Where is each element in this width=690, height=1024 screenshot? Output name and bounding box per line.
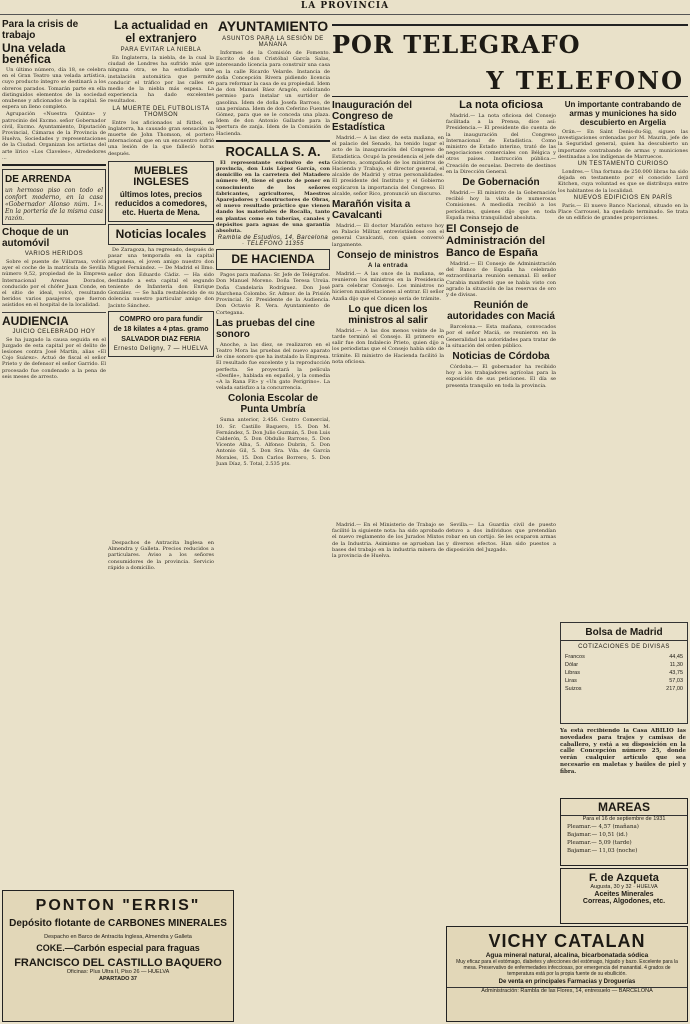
ponton-apartado: APARTADO 37 (99, 976, 137, 982)
col2-subheading-2: LA MUERTE DEL FUTBOLISTA THOMSON (112, 105, 210, 118)
ponton-subtitle: Depósito flotante de CARBONES MINERALES (9, 918, 227, 929)
tide-entry: Bajamar.— 11,03 (noche) (567, 848, 638, 854)
azqueta-line-1: Aceites Minerales (594, 891, 654, 898)
col1-body-2: Agrupación «Nuestra Quinta» y patrocinio del Excmo. señor Gobernador civil, Excmo. Ayuntamiento, Diputación Provincial, Cámaras de la Provincia de Huelva, Sociedades y representaciones de la Ciudad. Organizan los artistas del arte lírico «Los Claveles», Alrededores ... (2, 111, 106, 161)
col1-heading-1: Para la crisis de trabajo (2, 19, 79, 41)
ponton-title: PONTON "ERRIS" (35, 897, 201, 914)
col4-body-2: Madrid.— El doctor Marañón estuvo hoy en Palacio Militar, entrevistándose con el general Cavalcanti, con quien conversó largamente. (332, 223, 444, 248)
col2-furniture-body: últimos lotes, precios reducidos a comedores, etc. Huerta de Mena. (114, 189, 208, 217)
col2-body-3: De Zaragoza, ha regresado, después de pasar una temporada en la capital aragonesa, el joven amigo nuestro don Miguel Fernández. — De Madrid el Ilmo. señor don Eduardo Cádiz. — Ha sido destinado a esta capital el segundo teniente de Infantería don Enrique González. — Se halla restablecido de su dolencia nuestro particular amigo don Jacinto Sánchez. (108, 246, 214, 309)
col3-rocalla-address: Rambla de Estudios, 14, Barcelona · TELÉFONO 11355 (217, 235, 329, 248)
lower-column-4-text: Madrid.— En el Ministerio de Trabajo se facilitó la siguiente nota: ha sido aprobado el nuevo reglamento de los Jurados Mixtos de la Industria. Asimismo se aprueban las bases del trabajo en la industria minera de la provincia de Huelva. (332, 522, 444, 560)
col1-body-5: Se ha juzgado la causa seguida en el Juzgado de esta capital por el delito de lesiones contra José Martín, alias «El Cojo Suárez». Actuó de fiscal el señor Prieto y de defensor el señor Garrido. El procesado fue condenado a la pena de seis meses de arresto. (2, 336, 106, 380)
vichy-title: VICHY CATALAN (488, 931, 646, 951)
vichy-footer-2: Administración: Rambla de las Flores, 14, entresuelo — BARCELONA (447, 987, 687, 995)
azqueta-line-2: Correas, Algodones, etc. (582, 898, 666, 905)
col4-heading-2: Marañón visita a Cavalcanti (332, 199, 411, 222)
col6-heading-1: Un importante contrabando de armas y municiones ha sido descubierto en Argelia (564, 100, 682, 127)
azqueta-ad (560, 868, 688, 924)
col5-heading-5: Noticias de Córdoba (452, 351, 550, 363)
col5-body-3: Madrid.— El Consejo de Administración del Banco de España ha celebrado extraordinaria reunión semanal. El señor Carabia manifestó que se había visto con agrado la situación de las reservas de oro y de divisas. (446, 261, 556, 299)
tide-row (561, 831, 687, 839)
col5-body-2: Madrid.— El ministro de la Gobernación recibió hoy la visita de numerosas Comisiones. A mediodía recibió a los periodistas, quienes dijo que en toda España reina tranquilidad absoluta. (446, 190, 556, 221)
column-1 (2, 17, 106, 557)
ponton-line-2: COKE.—Carbón especial para fraguas (36, 943, 200, 953)
ponton-name: FRANCISCO DEL CASTILLO BAQUERO (14, 957, 222, 969)
col4-body-4: Madrid.— A las dos menos veinte de la tarde terminó el Consejo. El primero en salir fue don Indalecio Prieto, quien dijo a los periodistas que el Consejo había sido de trámite. El ministro de Hacienda facilitó la nota oficiosa. (332, 327, 444, 365)
col6-body-3: París.— El nuevo Banco Nacional, situado en la Place Carrousel, ha quedado terminado. Se trata de un edificio de grandes proporciones. (558, 202, 688, 222)
col5-heading-1: La nota oficiosa (459, 99, 543, 111)
stock-row (561, 661, 687, 669)
stock-exchange-box (560, 622, 688, 724)
col1-heading-2: Una velada benéfica (2, 41, 66, 66)
tide-row (561, 839, 687, 847)
col4-body-1: Madrid.— A las diez de esta mañana, en el palacio del Senado, ha tenido lugar el acto de la inauguración del Congreso de Estadística. Ocupó la presidencia el jefe del Gobierno, acompañado de los ministros de Hacienda y Trabajo, el director general, el alcalde de Madrid y otras personalidades. El presidente del Instituto y el Gobierno explicaron la importancia del Congreso. El alcalde, señor Rico, pronunció un discurso. (332, 135, 444, 197)
col3-body-3: Anoche, a las diez, se realizaron en el Teatro Mora las pruebas del nuevo aparato de cine sonoro que ha instalado la Empresa. El resultado fue excelente y la reproducción perfecta. Se proyectará la película «Desfile», hablada en español, y la comedia «A la Rana Fit» y «Un gato Perigrino». La velada satisfizo a la concurrencia. (216, 341, 330, 392)
col5-heading-4: Reunión de autoridades con Maciá (447, 300, 555, 323)
azqueta-brand: F. de Azqueta (589, 872, 659, 884)
col3-subheading-1: ASUNTOS PARA LA SESIÓN DE MAÑANA (222, 36, 324, 48)
col5-body-5: Córdoba.— El gobernador ha recibido hoy a los trabajadores agrícolas para la exposición de sus peticiones. El día se presenta tranquilo en toda la provincia. (446, 364, 556, 389)
col1-body-4: Sobre el puente de Villarrasa, volvió ayer el coche de la matrícula de Sevilla número 9,52, propiedad de la Empresa Internacional Arenas Dorados, conducido por el chófer Juan Conde, en el sitio de ideal, volcó, resultando heridos varios pasajeros que fueron asistidos en el hospital de la localidad. (2, 259, 106, 309)
stock-currency: Libras (565, 670, 580, 676)
col3-body-1: Informes de la Comisión de Fomento. Escrito de don Cristóbal García Salas, interesando licencia para construir una casa en la calle Ricardo Velarde. Instancia de doña Concepción Rivera pidiendo licencia para reformar la casa de su propiedad. Idem de don Manuel Báez Aragón, solicitando permiso para instalar un surtidor de gasolina. Ídem de doña Josefa Barroso, de una persiana. Ídem de don Ceferino Fuentes Gómez, para que se le conceda una plaza. Idem de don Antonio Gallardo para la apertura de zanja. Idem de la Comisión de Hacienda. (216, 50, 330, 137)
col2-body-1: En Inglaterra, la niebla, de la cual la ciudad de Londres ha sufrido más que ninguna otra, se ha estudiado una instalación automática que permite conducir el tráfico por las calles en medio de la niebla más espesa. La experiencia ha dado excelentes resultados. (108, 55, 214, 105)
stock-exchange-rows (561, 653, 687, 693)
col5-body-4: Barcelona.— Esta mañana, convocados por el señor Maciá, se reunieron en la Generalidad las autoridades para tratar de la situación del orden público. (446, 324, 556, 349)
col2-heading-3: Noticias locales (115, 226, 207, 241)
telegraph-headline (332, 16, 688, 98)
lower-column-4 (332, 522, 444, 882)
col2-gold-body: de 18 kilates a 4 ptas. gramo (113, 325, 209, 333)
tides-date: Para el 16 de septiembre de 1931 (582, 816, 666, 822)
stock-currency: Francos (565, 654, 585, 660)
col1-rental-ad (2, 169, 106, 225)
col6-subheading-2: UN TESTAMENTO CURIOSO (577, 161, 669, 168)
tides-title: MAREAS (561, 799, 687, 816)
tide-entry: Pleamar.— 5,09 (tarde) (567, 840, 632, 846)
column-3 (216, 17, 330, 537)
ponton-line-1: Despacho en Barco de Antracita Inglesa, Almendra y Galleta (44, 934, 192, 940)
col1-heading-5: AUDIENCIA (2, 313, 69, 328)
stock-value: 44,45 (669, 654, 683, 660)
col4-subheading-3: A la entrada (367, 262, 409, 269)
vichy-subtitle: Agua mineral natural, alcalina, bicarbonatada sódica (485, 952, 649, 959)
col3-rocalla-body: El representante exclusivo de esta provincia, don Luis López García, con domicilio en la carretera del Matadero número 49, tiene el gusto de poner en conocimiento de los señores fabricantes, agricultores, Maestros Aparejadores y Constructores de Obras, el nuevo resultado práctico que vienen dando los materiales de Rocalla, tanto en plantas como en tuberías, canales y depósitos para aguas de una garantía absoluta. (216, 159, 330, 235)
column-5 (446, 98, 556, 518)
lower-column-2-text: Despachos de Antracita Inglesa en Almendra y Galleta. Precios reducidos a particulares. Aviso a los señores consumidores de la provincia. Servicio rápido a domicilio. (108, 540, 214, 571)
column-2 (108, 17, 214, 537)
col2-gold-ad (108, 311, 214, 357)
tide-row (561, 823, 687, 831)
stock-exchange-header: COTIZACIONES DE DIVISAS (578, 644, 670, 650)
col2-subheading-1: PARA EVITAR LA NIEBLA (120, 47, 202, 53)
col4-heading-3: Consejo de ministros (337, 249, 439, 261)
col2-gold-title: COMPRO oro para fundir (119, 315, 203, 323)
column-6 (558, 98, 688, 518)
col6-body-2: Londres.— Una fortuna de 250.000 libras ha sido dejada en testamento por el conocido Lord Kitchen, cuya voluntad es que se distribuya entre los habitantes de la localidad. (558, 169, 688, 194)
vichy-catalan-ad (446, 926, 688, 1022)
col3-hacienda-header (216, 249, 330, 270)
col1-heading-4: Choque de un automóvil (2, 227, 69, 250)
col3-body-4: Suma anterior, 2.456. Centro Comercial, 10. Sr. Castillo Baquero, 15. Don M. Fernández, 5. Don Julio Guzmán, 5. Don Luis Calderón, 5. Don Obdulio Barroso, 5. Don Vicente Alba, 5. Alfonso Dubrin, 5. Don Antonio Gil, 5. Don Sra. Vda. de García Morales, 15. Don Carlos Borrero, 5. Don Juan Díaz, 5. Total, 2.535 pts. (216, 417, 330, 467)
lower-column-2 (108, 540, 214, 880)
col4-heading-1: Inauguración del Congreso de Estadística (332, 100, 413, 133)
headline-line-2: Y TELEFONO (486, 66, 684, 95)
newspaper-name: LA PROVINCIA (300, 1, 390, 11)
stock-currency: Dólar (565, 662, 579, 668)
headline-line-1: POR TELEGRAFO (332, 30, 581, 59)
col1-subheading-5: JUICIO CELEBRADO HOY (12, 328, 96, 335)
tide-entry: Pleamar.— 4,57 (mañana) (567, 824, 639, 830)
tide-row (561, 847, 687, 855)
stock-row (561, 653, 687, 661)
stock-exchange-title: Bolsa de Madrid (561, 625, 687, 641)
col1-rental-title: DE ARRENDA (5, 174, 72, 186)
ponton-address: Oficinas: Plus Ultra II, Piso 26 — HUELVA (66, 969, 170, 975)
stock-currency: Liras (565, 678, 577, 684)
col3-rocalla-title: ROCALLA S. A. (225, 143, 321, 159)
col2-furniture-title: MUEBLES INGLESES (133, 164, 189, 188)
abilio-notice (560, 728, 686, 796)
col3-heading-2: DE HACIENDA (231, 252, 315, 267)
abilio-notice-text: Ya está recibiendo la Casa ABILIO las novedades para trajes y camisas de caballero, y está a su disposición en la calle Concepción número 25, donde verán cualquier artículo que sea necesario en maletas y baúles de piel y fibra. (560, 728, 686, 775)
tides-box (560, 798, 688, 866)
col3-heading-1: AYUNTAMIENTO (217, 18, 329, 34)
col2-heading-1: La actualidad en el extranjero (113, 18, 209, 45)
col5-heading-3: El Consejo de Administración del Banco de España (446, 223, 546, 260)
column-4 (332, 98, 444, 518)
col3-body-2: Pagos para mañana: Sr. Jefe de Telégrafos. Don Manuel Moreno. Doña Teresa Ursúa. Doña Candelaria Rodríguez. Don José Marchena Colombo. Sr. Admor. de la Prisión Provincial. Sr. Presidente de la Audiencia. Don Octavio R. Vera. Ayuntamiento de Cortegana. (216, 272, 330, 316)
col6-body-1: Orán.— En Saint Denis-du-Sig, siguen las investigaciones ordenadas por M. Maurin, jefe de la Seguridad general, quien ha descubierto un importante contrabando de armas y municiones destinadas a los indígenas de Marruecos. (558, 129, 688, 160)
stock-row (561, 685, 687, 693)
col1-rental-body: un hermoso piso con todo el confort moderno, en la casa «Gobernador Alonso núm. 1». En la portería de la misma casa razón. (5, 187, 103, 223)
stock-value: 57,03 (669, 678, 683, 684)
masthead (0, 0, 690, 15)
col5-body-1: Madrid.— La nota oficiosa del Consejo facilitada a la Prensa, dice así: Presidencia.— El presidente dio cuenta de la inauguración del Congreso Internacional de Estadística. Como ministro de Estado interino, trató de las negociaciones comerciales con Bélgica y otros países. Instrucción pública.— Creación de escuelas. Decreto de destinos en la Dirección General. (446, 113, 556, 175)
col2-gold-address: Ernesto Deligny, 7 — HUELVA (113, 345, 209, 352)
col4-body-3: Madrid.— A las once de la mañana, se reunieron los ministros en la Presidencia para celebrar Consejo. Los ministros no hicieron manifestaciones al entrar. El señor Azaña dijo que el Consejo sería de trámite. (332, 270, 444, 302)
col2-body-2: Entre los aficionados al fútbol, en Inglaterra, ha causado gran sensación la muerte de John Thomson, el portero internacional que en un encuentro sufrió una lesión de la que falleció horas después. (108, 119, 214, 157)
lower-column-5 (446, 522, 556, 882)
stock-value: 217,00 (666, 686, 683, 692)
stock-currency: Suizos (565, 686, 582, 692)
col4-heading-4: Lo que dicen los ministros al salir (348, 303, 428, 326)
col3-heading-4: Colonia Escolar de Punta Umbría (227, 393, 319, 416)
ponton-erris-ad (2, 890, 234, 1022)
stock-row (561, 669, 687, 677)
col1-subheading-4: VARIOS HERIDOS (24, 251, 84, 258)
stock-row (561, 677, 687, 685)
vichy-footer-1: De venta en principales Farmacias y Droguerías (498, 979, 636, 985)
stock-value: 11,30 (669, 662, 683, 668)
azqueta-address: Augusta, 30 y 32 · HUELVA (590, 884, 658, 890)
vichy-body: Muy eficaz para el estómago, diabetes y afecciones del estómago, hígado y bazo. Excelente para la mesa. Preservativo de enfermedades infecciosas, por emergencia del manantial. 4 grados de temperatura está por la propia fuente de su ebullición. (456, 959, 678, 977)
col2-local-news-header (108, 224, 214, 245)
col6-subheading-3: NUEVOS EDIFICIOS EN PARÍS (573, 194, 673, 201)
tide-entry: Bajamar.— 10,51 (id.) (567, 832, 628, 838)
stock-value: 43,75 (669, 670, 683, 676)
lower-column-5-text: Sevilla.— La Guardia civil de puesto detuvo a dos individuos que pretendían robar en un cortijo. Se les ocuparon armas y diversos efectos. Han sido puestos a disposición del Juzgado. (446, 522, 556, 553)
col1-body-1: Un último número, día 18, se celebra en el Gran Teatro una velada artística, cuyo producto íntegro se destinará a los obreros parados. Tomarán parte en ella distinguidos elementos de la sociedad onubense y aficionados de la capital. Se espera un lleno completo. (2, 67, 106, 111)
col2-gold-name: SALVADOR DIAZ FERIA (121, 335, 201, 343)
tides-rows (561, 823, 687, 855)
col5-heading-2: De Gobernación (462, 177, 540, 189)
col2-furniture-ad (108, 161, 214, 222)
col3-heading-3: Las pruebas del cine sonoro (216, 317, 315, 340)
